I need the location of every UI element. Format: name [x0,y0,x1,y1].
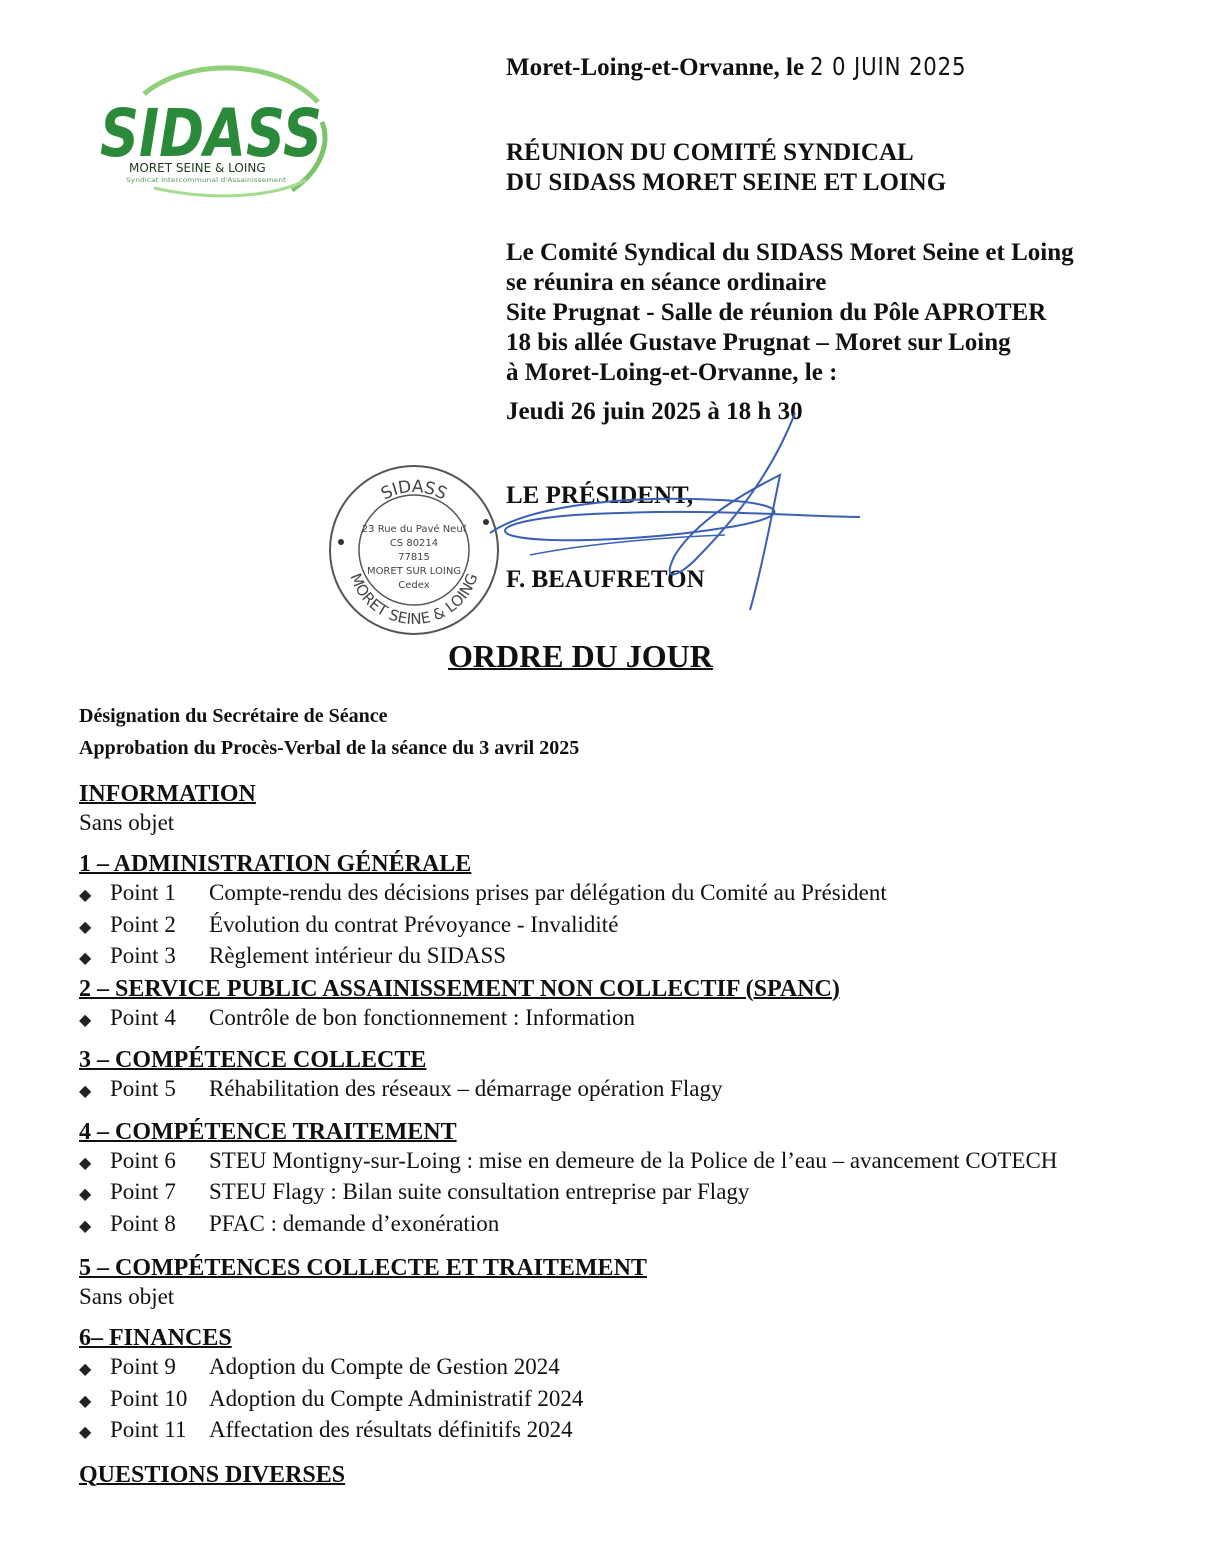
agenda-item [79,878,1199,910]
agenda-item [79,1384,1199,1416]
seal-top-text: SIDASS [378,476,450,505]
diamond-bullet-icon: ◆ [79,1152,92,1172]
point-text: STEU Flagy : Bilan suite consultation entreprise par Flagy [209,1179,750,1204]
diamond-bullet-icon: ◆ [79,916,92,936]
point-label: Point 10 [110,1385,188,1411]
preliminary-item: Approbation du Procès-Verbal de la séance du 3 avril 2025 [79,737,580,759]
date-line [506,52,994,82]
agenda-item [79,1146,1199,1178]
agenda-item [79,1177,1199,1209]
point-label: Point 3 [110,943,176,968]
point-text: PFAC : demande d’exonération [209,1210,500,1236]
meeting-line: se réunira en séance ordinaire [506,269,827,296]
point-text: Règlement intérieur du SIDASS [209,943,507,968]
section-title: 6– FINANCES [79,1325,232,1351]
agenda-item [79,910,1199,942]
title-line-2: DU SIDASS MORET SEINE ET LOING [506,169,947,196]
point-text: Compte-rendu des décisions prises par délégation du Comité au Président [209,880,887,905]
meeting-line: 18 bis allée Gustave Prugnat – Moret sur Loing [506,329,1011,356]
point-text: STEU Montigny-sur-Loing : mise en demeure de la Police de l’eau – avancement COTECH [209,1147,1058,1173]
signatory-name: F. BEAUFRETON [506,566,705,593]
diamond-bullet-icon: ◆ [79,1184,92,1203]
seal-address-line: CS 80214 [389,538,439,549]
section-title: 5 – COMPÉTENCES COLLECTE ET TRAITEMENT [79,1255,647,1281]
diamond-bullet-icon: ◆ [79,1081,92,1100]
seal-address-line: MORET SUR LOING [366,566,462,577]
section-title: 1 – ADMINISTRATION GÉNÉRALE [79,851,472,877]
logo-subtitle: MORET SEINE & LOING [129,161,266,175]
point-label: Point 6 [110,1147,176,1173]
point-text: Contrôle de bon fonctionnement : Information [209,1004,636,1030]
point-label: Point 11 [110,1417,187,1442]
diamond-bullet-icon: ◆ [79,885,92,904]
handwritten-signature [470,405,870,615]
sidass-logo [96,62,336,198]
diamond-bullet-icon: ◆ [79,1215,92,1235]
agenda-item [79,1003,1199,1035]
seal-address-line: 77815 [398,552,430,563]
meeting-line: à Moret-Loing-et-Orvanne, le : [506,359,838,386]
meeting-line: Le Comité Syndical du SIDASS Moret Seine et Loing [506,239,1074,266]
diamond-bullet-icon: ◆ [79,1009,92,1029]
point-label: Point 8 [110,1210,176,1236]
section-title: 4 – COMPÉTENCE TRAITEMENT [79,1118,457,1145]
agenda-body [79,700,1199,1489]
section-text: Sans objet [79,810,175,835]
date-stamp: 2 0 JUIN 2025 [810,52,967,81]
point-label: Point 2 [110,911,176,937]
seal-address-line: Cedex [398,580,430,591]
point-label: Point 5 [110,1076,176,1101]
logo-wordmark: SIDASS [100,95,322,172]
meeting-info [506,238,1074,388]
point-text: Évolution du contrat Prévoyance - Invalidité [209,911,619,937]
preliminary-item: Désignation du Secrétaire de Séance [79,705,388,727]
meeting-line: Site Prugnat - Salle de réunion du Pôle APROTER [506,299,1047,326]
meeting-datetime: Jeudi 26 juin 2025 à 18 h 30 [506,398,803,425]
diamond-bullet-icon: ◆ [79,948,92,967]
point-text: Adoption du Compte de Gestion 2024 [209,1354,560,1379]
section-title-questions: QUESTIONS DIVERSES [79,1461,346,1488]
section-title: 3 – COMPÉTENCE COLLECTE [79,1047,427,1073]
point-label: Point 7 [110,1179,176,1204]
section-title-information: INFORMATION [79,781,256,807]
logo-tagline: Syndicat Intercommunal d'Assainissement [126,177,287,184]
point-text: Affectation des résultats définitifs 2024 [209,1417,573,1442]
section-title: 2 – SERVICE PUBLIC ASSAINISSEMENT NON COLLECTIF (SPANC) [79,975,840,1002]
agenda-item [79,1352,1199,1384]
point-text: Adoption du Compte Administratif 2024 [209,1385,584,1411]
agenda-item [79,1074,1199,1106]
signatory-title: LE PRÉSIDENT, [506,482,694,509]
agenda-item [79,1209,1199,1241]
seal-bottom-text: MORET SEINE & LOING [346,570,482,629]
seal-address-line: 23 Rue du Pavé Neuf [361,524,467,535]
meeting-title [506,138,946,198]
title-line-1: RÉUNION DU COMITÉ SYNDICAL [506,139,914,166]
point-text: Réhabilitation des réseaux – démarrage opération Flagy [209,1076,723,1101]
diamond-bullet-icon: ◆ [79,1359,92,1378]
point-label: Point 1 [110,880,176,905]
date-prefix: Moret-Loing-et-Orvanne, le [506,54,805,81]
seal-dot-left [338,539,344,545]
diamond-bullet-icon: ◆ [79,1422,92,1441]
section-text: Sans objet [79,1284,175,1309]
point-label: Point 4 [110,1004,176,1030]
agenda-item [79,1415,1199,1447]
agenda-item [79,941,1199,973]
point-label: Point 9 [110,1354,176,1379]
diamond-bullet-icon: ◆ [79,1390,92,1410]
agenda-title: ORDRE DU JOUR [448,638,713,674]
